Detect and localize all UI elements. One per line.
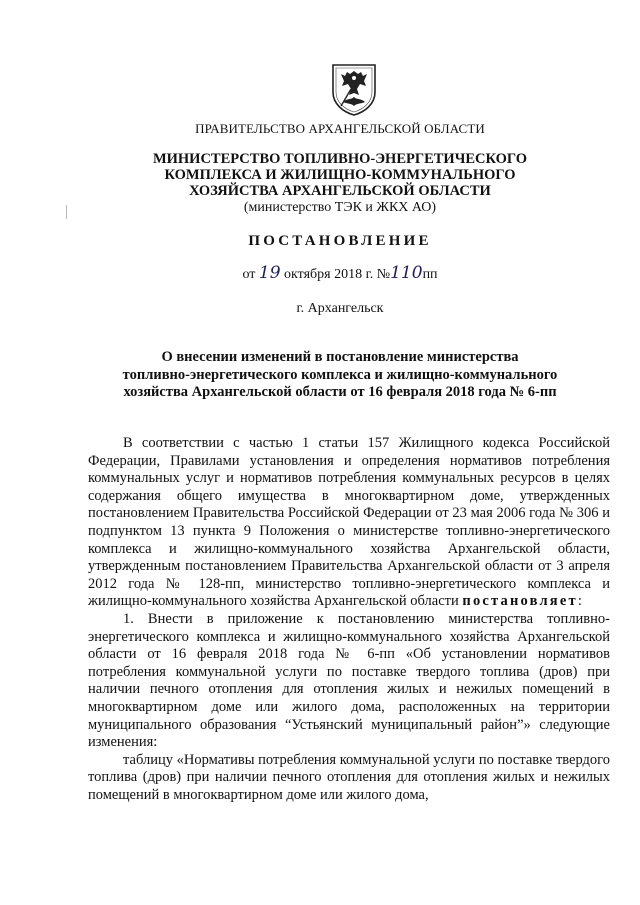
subject-line: О внесении изменений в постановление министерства xyxy=(161,349,519,365)
decree-body xyxy=(88,435,610,804)
ministry-line: МИНИСТЕРСТВО ТОПЛИВНО-ЭНЕРГЕТИЧЕСКОГО xyxy=(152,151,528,167)
date-prefix: от xyxy=(242,267,256,282)
decree-date-number xyxy=(60,263,620,283)
city: г. Архангельск xyxy=(296,301,384,316)
subject-line: топливно-энергетического комплекса и жилищно-коммунального xyxy=(122,366,558,383)
clause-1-paragraph: 1. Внести в приложение к постановлению министерства топливно-энергетического комплекса и жилищно-коммунального хозяйства Архангельской области от 16 февраля 2018 года № 6-пп «Об установлении нормативов потребления коммунальной услуги по поставке твердого топлива (дров) при наличии печного отопления для отопления жилых и нежилых помещений в многоквартирном доме или жилого дома, расположенных на территории муниципального образования “Устьянский муниципальный район”» следующие изменения: xyxy=(88,610,610,751)
date-text: октября 2018 г. № xyxy=(284,267,391,282)
handwritten-number: 110 xyxy=(390,263,423,283)
ministry-line: КОМПЛЕКСА И ЖИЛИЩНО-КОММУНАЛЬНОГО xyxy=(164,167,516,183)
number-suffix: пп xyxy=(422,267,438,282)
ministry-short-name: (министерство ТЭК и ЖКХ АО) xyxy=(243,200,437,215)
ministry-name xyxy=(60,151,620,199)
coat-of-arms-icon xyxy=(329,62,379,116)
preamble-text: В соответствии с частью 1 статьи 157 Жилищного кодекса Российской Федерации, Правилами установления и определения нормативов потребления коммунальных услуг и нормативов потребления коммунальных ресурсов в целях содержания общего имущества в многоквартирном доме, утвержденных постановлением Правительства Российской Федерации от 23 мая 2006 года № 306 и подпунктом 13 пункта 9 Положения о министерстве топливно-энергетического комплекса и жилищно-коммунального хозяйства Архангельской области, утвержденным постановлением Правительства Архангельской области от 3 апреля 2012 года № 128-пп, министерство топливно-энергетического комплекса и жилищно-коммунального хозяйства Архангельской области xyxy=(88,435,610,610)
preamble-paragraph xyxy=(88,435,610,611)
table-amendment-paragraph: таблицу «Нормативы потребления коммунальной услуги по поставке твердого топлива (дров) при наличии печного отопления для отопления жилых и нежилых помещений в многоквартирном доме или жилого дома, xyxy=(88,751,610,803)
document-type-title: ПОСТАНОВЛЕНИЕ xyxy=(248,233,432,249)
resolves-word: постановляет xyxy=(462,593,578,610)
ministry-line: ХОЗЯЙСТВА АРХАНГЕЛЬСКОЙ ОБЛАСТИ xyxy=(189,183,491,199)
government-name: ПРАВИТЕЛЬСТВО АРХАНГЕЛЬСКОЙ ОБЛАСТИ xyxy=(195,121,485,136)
handwritten-day: 19 xyxy=(258,263,281,283)
decree-subject xyxy=(60,349,620,402)
resolves-colon: : xyxy=(577,593,582,610)
margin-mark xyxy=(66,205,67,219)
subject-line: хозяйства Архангельской области от 16 февраля 2018 года № 6-пп xyxy=(123,384,557,400)
